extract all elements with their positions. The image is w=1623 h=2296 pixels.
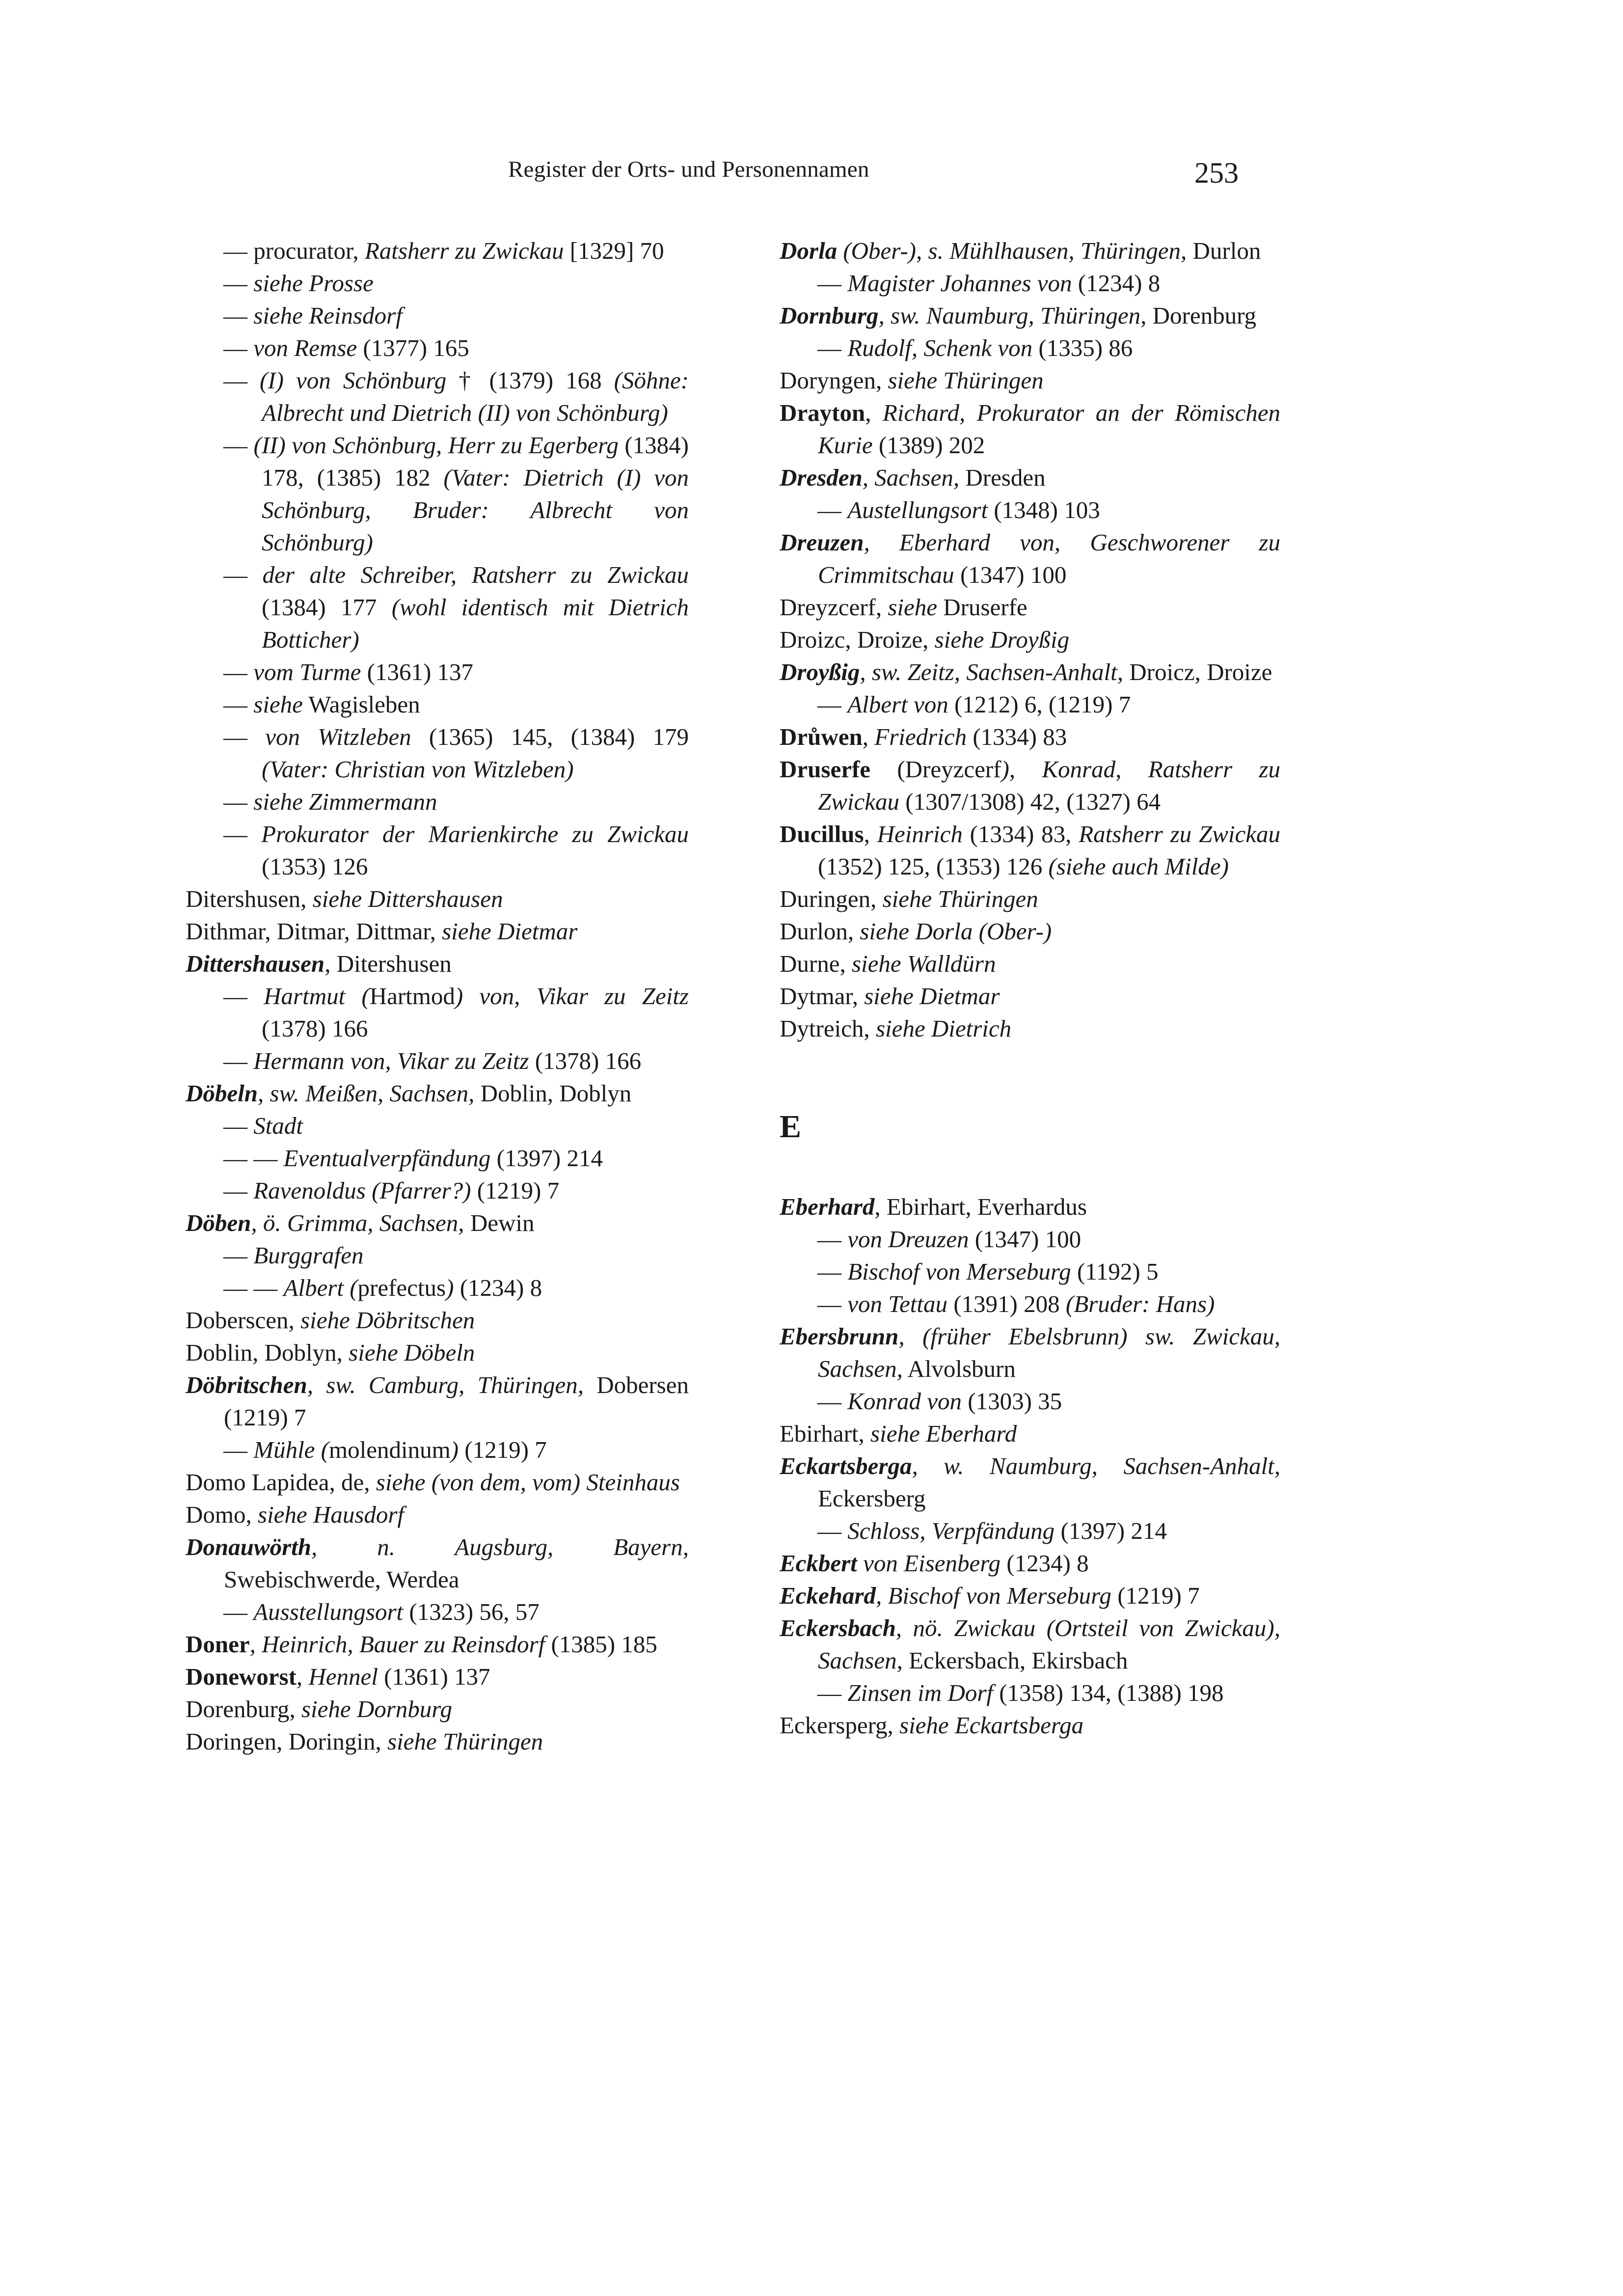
- entry-text-segment: Döbritschen: [186, 1371, 307, 1398]
- entry-text-segment: —: [223, 1177, 254, 1204]
- index-subentry: [186, 1175, 689, 1207]
- entry-text-segment: Albert (: [283, 1274, 358, 1301]
- index-entry: [186, 1466, 689, 1499]
- index-entry: [780, 462, 1280, 494]
- entry-text-segment: (Söhne: Albrecht und Dietrich (II) von Schönburg): [262, 367, 695, 426]
- index-subentry: [780, 267, 1280, 300]
- entry-text-segment: — procurator,: [223, 237, 365, 264]
- entry-text-segment: ), Konrad, Ratsherr zu Zwickau: [818, 756, 1287, 815]
- entry-text-segment: (1219) 7: [459, 1436, 547, 1463]
- index-subentry: [186, 332, 689, 364]
- entry-text-segment: Wagisleben: [302, 691, 420, 718]
- entry-text-segment: Heinrich: [877, 820, 963, 847]
- entry-text-segment: (Ober-), s. Mühlhausen, Thüringen,: [837, 237, 1187, 264]
- index-entry: [780, 915, 1280, 948]
- entry-text-segment: , sw. Camburg, Thüringen,: [307, 1371, 584, 1398]
- entry-text-segment: Hartmod: [369, 983, 455, 1010]
- entry-text-segment: (II) von Schönburg, Herr zu Egerberg: [253, 432, 619, 459]
- entry-text-segment: (1361) 137: [378, 1663, 490, 1690]
- index-entry: [780, 235, 1280, 267]
- index-subentry: [186, 267, 689, 300]
- entry-text-segment: , Bischof von Merseburg: [876, 1582, 1111, 1609]
- entry-text-segment: Eckersbach, Ekirsbach: [902, 1647, 1128, 1674]
- entry-text-segment: —: [223, 658, 254, 685]
- entry-text-segment: (wohl identisch mit Dietrich Botticher): [262, 594, 695, 653]
- entry-text-segment: , nö. Zwickau (Ortsteil von Zwickau), Sachsen,: [818, 1614, 1287, 1674]
- index-subentry: [780, 1256, 1280, 1288]
- entry-text-segment: Swebischwerde, Werdea: [224, 1533, 695, 1593]
- entry-text-segment: Eckersperg,: [780, 1712, 899, 1739]
- entry-text-segment: —: [817, 1290, 848, 1317]
- entry-text-segment: Doblin, Doblyn,: [186, 1339, 349, 1366]
- entry-text-segment: Droyßig: [780, 658, 860, 685]
- entry-text-segment: siehe Thüringen: [888, 367, 1044, 394]
- entry-text-segment: (1234) 8: [454, 1274, 542, 1301]
- index-entry: [780, 364, 1280, 397]
- entry-text-segment: (Vater: Dietrich (I) von Schönburg, Bruder: Albrecht von Schönburg): [262, 464, 695, 556]
- entry-text-segment: siehe Reinsdorf: [253, 302, 403, 329]
- entry-text-segment: —: [223, 691, 254, 718]
- entry-text-segment: Durlon,: [780, 918, 860, 945]
- index-subentry: [780, 1223, 1280, 1256]
- entry-text-segment: —: [223, 820, 262, 847]
- index-entry: [780, 1320, 1287, 1385]
- entry-text-segment: (siehe auch Milde): [1048, 853, 1229, 880]
- index-entry: [780, 1191, 1280, 1223]
- entry-text-segment: Döbeln: [186, 1080, 258, 1107]
- index-subentry: [186, 818, 695, 883]
- entry-text-segment: prefectus: [357, 1274, 446, 1301]
- index-entry: [186, 1725, 689, 1758]
- index-entry: [780, 624, 1280, 656]
- index-subentry: [780, 494, 1280, 526]
- entry-text-segment: Dorenburg: [1146, 302, 1257, 329]
- entry-text-segment: (1334) 83: [967, 723, 1067, 750]
- entry-text-segment: (1323) 56, 57: [403, 1598, 540, 1625]
- entry-text-segment: Dobersen (1219) 7: [224, 1371, 695, 1431]
- entry-text-segment: (1378) 166: [262, 983, 695, 1042]
- index-entry: [186, 1304, 689, 1337]
- entry-text-segment: siehe Dietmar: [864, 983, 1000, 1010]
- entry-text-segment: —: [223, 270, 254, 297]
- index-entry: [780, 1612, 1287, 1677]
- index-entry: [186, 1628, 689, 1661]
- entry-text-segment: , sw. Naumburg, Thüringen,: [878, 302, 1147, 329]
- entry-text-segment: Eckartsberga: [780, 1452, 912, 1479]
- index-entry: [780, 948, 1280, 980]
- index-entry: [186, 1693, 689, 1725]
- entry-text-segment: (1212) 6, (1219) 7: [948, 691, 1131, 718]
- entry-text-segment: siehe Dittershausen: [312, 885, 503, 912]
- entry-text-segment: Konrad von: [847, 1388, 962, 1415]
- entry-text-segment: —: [223, 302, 254, 329]
- entry-text-segment: Mühle (: [253, 1436, 329, 1463]
- index-entry: [780, 721, 1280, 753]
- entry-text-segment: Dithmar, Ditmar, Dittmar,: [186, 918, 442, 945]
- index-subentry: [780, 1288, 1280, 1320]
- entry-text-segment: Eckbert: [780, 1550, 857, 1577]
- entry-text-segment: Eckersbach: [780, 1614, 896, 1641]
- entry-text-segment: molendinum: [329, 1436, 451, 1463]
- entry-text-segment: , (früher Ebelsbrunn) sw. Zwickau, Sachsen,: [818, 1323, 1287, 1382]
- index-entry: [780, 1547, 1280, 1580]
- entry-text-segment: Prokurator der Marienkirche zu Zwickau: [261, 820, 689, 847]
- entry-text-segment: (1352) 125, (1353) 126: [818, 820, 1287, 880]
- entry-text-segment: Dreuzen: [780, 529, 864, 556]
- entry-text-segment: —: [223, 367, 260, 394]
- entry-text-segment: von Dreuzen: [847, 1226, 969, 1253]
- entry-text-segment: Domo Lapidea, de,: [186, 1469, 376, 1496]
- index-entry: [780, 753, 1287, 818]
- entry-text-segment: Dresden: [959, 464, 1046, 491]
- entry-text-segment: (1377) 165: [357, 334, 469, 361]
- entry-text-segment: Dorla: [780, 237, 838, 264]
- entry-text-segment: (1348) 103: [988, 496, 1100, 523]
- entry-text-segment: (1347) 100: [954, 561, 1067, 588]
- index-column-right: [780, 235, 1287, 1742]
- entry-text-segment: von Eisenberg: [857, 1550, 1001, 1577]
- entry-text-segment: —: [817, 496, 848, 523]
- entry-text-segment: (1378) 166: [529, 1047, 642, 1074]
- entry-text-segment: siehe: [888, 594, 938, 621]
- entry-text-segment: Richard, Prokurator an der Römischen Kurie: [818, 399, 1287, 459]
- entry-text-segment: Dewin: [464, 1209, 535, 1236]
- entry-text-segment: (1353) 126: [262, 820, 695, 880]
- entry-text-segment: Stadt: [253, 1112, 303, 1139]
- index-entries-d: [780, 235, 1287, 1045]
- entry-text-segment: (1385) 185: [545, 1631, 657, 1658]
- entry-text-segment: Hennel: [308, 1663, 378, 1690]
- index-entry: [780, 818, 1287, 883]
- entry-text-segment: siehe Thüringen: [387, 1728, 543, 1755]
- entry-text-segment: (1335) 86: [1032, 334, 1133, 361]
- entry-text-segment: Alvolsburn: [902, 1355, 1016, 1382]
- index-entry: [780, 526, 1287, 591]
- entry-text-segment: Ditershusen,: [186, 885, 313, 912]
- entry-text-segment: — —: [223, 1274, 284, 1301]
- entry-text-segment: siehe Hausdorf: [258, 1501, 405, 1528]
- entry-text-segment: Eberhard: [780, 1193, 875, 1220]
- entry-text-segment: Ebirhart,: [780, 1420, 871, 1447]
- entry-text-segment: Ausstellungsort: [253, 1598, 404, 1625]
- entry-text-segment: Albert von: [847, 691, 948, 718]
- index-subentry: [186, 656, 689, 688]
- entry-text-segment: —: [223, 432, 254, 459]
- entry-text-segment: —: [817, 1388, 848, 1415]
- entry-text-segment: , w. Naumburg, Sachsen-Anhalt,: [912, 1452, 1280, 1479]
- entry-text-segment: Dittershausen: [186, 950, 325, 977]
- entry-text-segment: Doner: [186, 1631, 250, 1658]
- index-subentry: [780, 332, 1280, 364]
- index-entry: [186, 1661, 689, 1693]
- entry-text-segment: siehe Thüringen: [882, 885, 1038, 912]
- entry-text-segment: —: [223, 983, 264, 1010]
- entry-text-segment: Dorenburg,: [186, 1695, 301, 1722]
- entry-text-segment: Schloss, Verpfändung: [847, 1517, 1055, 1544]
- entry-text-segment: Doblin, Doblyn: [474, 1080, 632, 1107]
- entry-text-segment: Magister Johannes von: [847, 270, 1072, 297]
- entry-text-segment: siehe Zimmermann: [253, 788, 437, 815]
- entry-text-segment: —: [223, 1598, 254, 1625]
- entry-text-segment: der alte Schreiber, Ratsherr zu Zwickau: [262, 561, 689, 588]
- index-entry: [186, 948, 689, 980]
- index-entry: [186, 915, 689, 948]
- entry-text-segment: Droicz, Droize: [1123, 658, 1272, 685]
- entry-text-segment: Droizc, Droize,: [780, 626, 935, 653]
- index-entry: [186, 1531, 695, 1596]
- entry-text-segment: (1391) 208: [947, 1290, 1066, 1317]
- entry-text-segment: , Heinrich, Bauer zu Reinsdorf: [249, 1631, 545, 1658]
- entry-text-segment: Drůwen: [780, 723, 863, 750]
- index-entry: [186, 1369, 695, 1434]
- entry-text-segment: (1389) 202: [872, 432, 985, 459]
- entry-text-segment: siehe Droyßig: [934, 626, 1070, 653]
- index-entry: [780, 397, 1287, 462]
- entry-text-segment: Durlon: [1187, 237, 1261, 264]
- entry-text-segment: (1358) 134, (1388) 198: [993, 1679, 1224, 1706]
- index-subentry: [780, 688, 1280, 721]
- entry-text-segment: Eckehard: [780, 1582, 876, 1609]
- index-entry: [186, 1337, 689, 1369]
- entry-text-segment: siehe Döbritschen: [300, 1307, 475, 1334]
- entry-text-segment: [1329] 70: [564, 237, 664, 264]
- entry-text-segment: ,: [296, 1663, 309, 1690]
- entry-text-segment: (1219) 7: [471, 1177, 560, 1204]
- index-subentry: [186, 721, 695, 786]
- index-column-left: [186, 235, 695, 1758]
- entry-text-segment: ): [450, 1436, 459, 1463]
- index-entry: [186, 1499, 689, 1531]
- entry-text-segment: —: [817, 1258, 848, 1285]
- index-subentry: [186, 559, 695, 656]
- entry-text-segment: (1365) 145, (1384) 179: [411, 723, 695, 750]
- entry-text-segment: ,: [862, 723, 875, 750]
- index-entry: [780, 1709, 1280, 1742]
- index-subentry: [780, 1385, 1280, 1418]
- entry-text-segment: Dornburg: [780, 302, 879, 329]
- entry-text-segment: (1361) 137: [361, 658, 474, 685]
- index-subentry: [186, 1045, 689, 1077]
- index-subentry: [186, 1434, 689, 1466]
- entry-text-segment: Druserfe: [780, 756, 871, 783]
- entry-text-segment: ,: [864, 820, 877, 847]
- entry-text-segment: Doryngen,: [780, 367, 888, 394]
- entry-text-segment: (1397) 214: [1055, 1517, 1167, 1544]
- entry-text-segment: (1192) 5: [1071, 1258, 1159, 1285]
- entry-text-segment: —: [223, 723, 266, 750]
- entry-text-segment: ) von, Vikar zu Zeitz: [455, 983, 689, 1010]
- index-entry: [780, 1012, 1280, 1045]
- index-entry: [780, 883, 1280, 915]
- entry-text-segment: —: [223, 1112, 254, 1139]
- index-entry: [186, 1077, 689, 1110]
- entry-text-segment: , Ebirhart, Everhardus: [874, 1193, 1087, 1220]
- entry-text-segment: Domo,: [186, 1501, 258, 1528]
- entry-text-segment: siehe (von dem, vom) Steinhaus: [376, 1469, 680, 1496]
- entry-text-segment: † (1379) 168: [446, 367, 614, 394]
- index-entry: [780, 1418, 1280, 1450]
- entry-text-segment: siehe Walldürn: [851, 950, 996, 977]
- entry-text-segment: Durne,: [780, 950, 852, 977]
- entry-text-segment: Rudolf, Schenk von: [847, 334, 1033, 361]
- entry-text-segment: Ratsherr zu Zwickau: [1079, 820, 1281, 847]
- entry-text-segment: (Dreyzcerf: [870, 756, 1001, 783]
- entry-text-segment: von Remse: [253, 334, 357, 361]
- index-subentry: [186, 1239, 689, 1272]
- entry-text-segment: Druserfe: [937, 594, 1028, 621]
- entry-text-segment: von Witzleben: [265, 723, 411, 750]
- entry-text-segment: siehe Prosse: [253, 270, 374, 297]
- entry-text-segment: Dytmar,: [780, 983, 865, 1010]
- entry-text-segment: Burggrafen: [253, 1242, 364, 1269]
- running-header: Register der Orts- und Personennamen: [508, 157, 869, 182]
- index-entry: [780, 1450, 1287, 1515]
- entry-text-segment: Eckersberg: [818, 1452, 1287, 1512]
- entry-text-segment: —: [817, 270, 848, 297]
- index-entry: [186, 1207, 689, 1239]
- index-subentry: [186, 429, 695, 559]
- entry-text-segment: Ratsherr zu Zwickau: [364, 237, 564, 264]
- index-subentry: [186, 1142, 689, 1175]
- entry-text-segment: (1334) 83,: [962, 820, 1079, 847]
- entry-text-segment: Hermann von, Vikar zu Zeitz: [253, 1047, 529, 1074]
- index-subentry: [186, 786, 689, 818]
- entry-text-segment: —: [223, 788, 254, 815]
- entry-text-segment: —: [817, 1679, 848, 1706]
- entry-text-segment: —: [223, 561, 263, 588]
- index-subentry: [186, 235, 689, 267]
- entry-text-segment: Doringen, Doringin,: [186, 1728, 387, 1755]
- entry-text-segment: Duringen,: [780, 885, 883, 912]
- entry-text-segment: —: [817, 334, 848, 361]
- entry-text-segment: Ravenoldus (Pfarrer?): [253, 1177, 471, 1204]
- index-entry: [780, 300, 1280, 332]
- entry-text-segment: Eventualverpfändung: [283, 1145, 491, 1172]
- entry-text-segment: —: [223, 1047, 254, 1074]
- index-subentry: [186, 980, 695, 1045]
- index-subentry: [780, 1677, 1280, 1709]
- entry-text-segment: siehe Dietrich: [875, 1015, 1012, 1042]
- entry-text-segment: Dresden: [780, 464, 863, 491]
- index-entry: [186, 883, 689, 915]
- entry-text-segment: (1384) 177: [262, 561, 695, 621]
- entry-text-segment: —: [817, 1226, 848, 1253]
- entry-text-segment: (I) von Schönburg: [260, 367, 447, 394]
- entry-text-segment: ): [446, 1274, 454, 1301]
- index-subentry: [186, 688, 689, 721]
- index-entry: [780, 1580, 1280, 1612]
- entry-text-segment: Zinsen im Dorf: [847, 1679, 994, 1706]
- entry-text-segment: (1234) 8: [1072, 270, 1161, 297]
- entry-text-segment: —: [223, 334, 254, 361]
- entry-text-segment: vom Turme: [253, 658, 361, 685]
- entry-text-segment: (1397) 214: [490, 1145, 603, 1172]
- entry-text-segment: Ducillus: [780, 820, 864, 847]
- index-subentry: [186, 364, 695, 429]
- entry-text-segment: von Tettau: [847, 1290, 947, 1317]
- entry-text-segment: (Bruder: Hans): [1065, 1290, 1215, 1317]
- index-subentry: [780, 1515, 1280, 1547]
- entry-text-segment: siehe Dornburg: [301, 1695, 453, 1722]
- entry-text-segment: Austellungsort: [847, 496, 988, 523]
- entry-text-segment: siehe Döbeln: [349, 1339, 475, 1366]
- entry-text-segment: siehe Dorla (Ober-): [860, 918, 1052, 945]
- entry-text-segment: Bischof von Merseburg: [847, 1258, 1071, 1285]
- entry-text-segment: , ö. Grimma, Sachsen,: [251, 1209, 464, 1236]
- entry-text-segment: (1307/1308) 42, (1327) 64: [899, 788, 1161, 815]
- index-subentry: [186, 1110, 689, 1142]
- entry-text-segment: siehe: [253, 691, 303, 718]
- entry-text-segment: Donauwörth: [186, 1533, 312, 1560]
- page-number: 253: [1194, 157, 1239, 189]
- entry-text-segment: Doberscen,: [186, 1307, 301, 1334]
- index-entry: [780, 656, 1280, 688]
- index-entries-e: [780, 1191, 1287, 1742]
- entry-text-segment: —: [817, 1517, 848, 1544]
- entry-text-segment: (Vater: Christian von Witzleben): [262, 756, 574, 783]
- entry-text-segment: , n. Augsburg, Bayern,: [311, 1533, 689, 1560]
- entry-text-segment: Döben: [186, 1209, 251, 1236]
- entry-text-segment: Hartmut (: [264, 983, 370, 1010]
- index-subentry: [186, 300, 689, 332]
- section-letter-heading: E: [780, 1109, 802, 1145]
- entry-text-segment: siehe Eberhard: [870, 1420, 1017, 1447]
- entry-text-segment: Doneworst: [186, 1663, 297, 1690]
- entry-text-segment: , sw. Meißen, Sachsen,: [258, 1080, 475, 1107]
- index-subentry: [186, 1272, 689, 1304]
- entry-text-segment: Dytreich,: [780, 1015, 876, 1042]
- entry-text-segment: Dreyzcerf,: [780, 594, 888, 621]
- entry-text-segment: siehe Eckartsberga: [899, 1712, 1084, 1739]
- entry-text-segment: (1347) 100: [969, 1226, 1082, 1253]
- index-entry: [780, 980, 1280, 1012]
- index-subentry: [186, 1596, 689, 1628]
- entry-text-segment: , Ditershusen: [325, 950, 452, 977]
- index-entry: [780, 591, 1280, 624]
- entry-text-segment: —: [223, 1436, 254, 1463]
- entry-text-segment: , Eberhard von, Geschworener zu Crimmitschau: [818, 529, 1287, 588]
- entry-text-segment: Friedrich: [874, 723, 967, 750]
- entry-text-segment: , sw. Zeitz, Sachsen-Anhalt,: [860, 658, 1124, 685]
- entry-text-segment: siehe Dietmar: [442, 918, 578, 945]
- entry-text-segment: —: [817, 691, 848, 718]
- entry-text-segment: (1384) 178, (1385) 182: [262, 432, 695, 491]
- entry-text-segment: —: [223, 1242, 254, 1269]
- entry-text-segment: Drayton: [780, 399, 866, 426]
- entry-text-segment: (1234) 8: [1001, 1550, 1089, 1577]
- entry-text-segment: , Sachsen,: [862, 464, 960, 491]
- entry-text-segment: — —: [223, 1145, 284, 1172]
- entry-text-segment: (1303) 35: [962, 1388, 1062, 1415]
- entry-text-segment: Ebersbrunn: [780, 1323, 899, 1350]
- entry-text-segment: (1219) 7: [1111, 1582, 1200, 1609]
- entry-text-segment: ,: [865, 399, 883, 426]
